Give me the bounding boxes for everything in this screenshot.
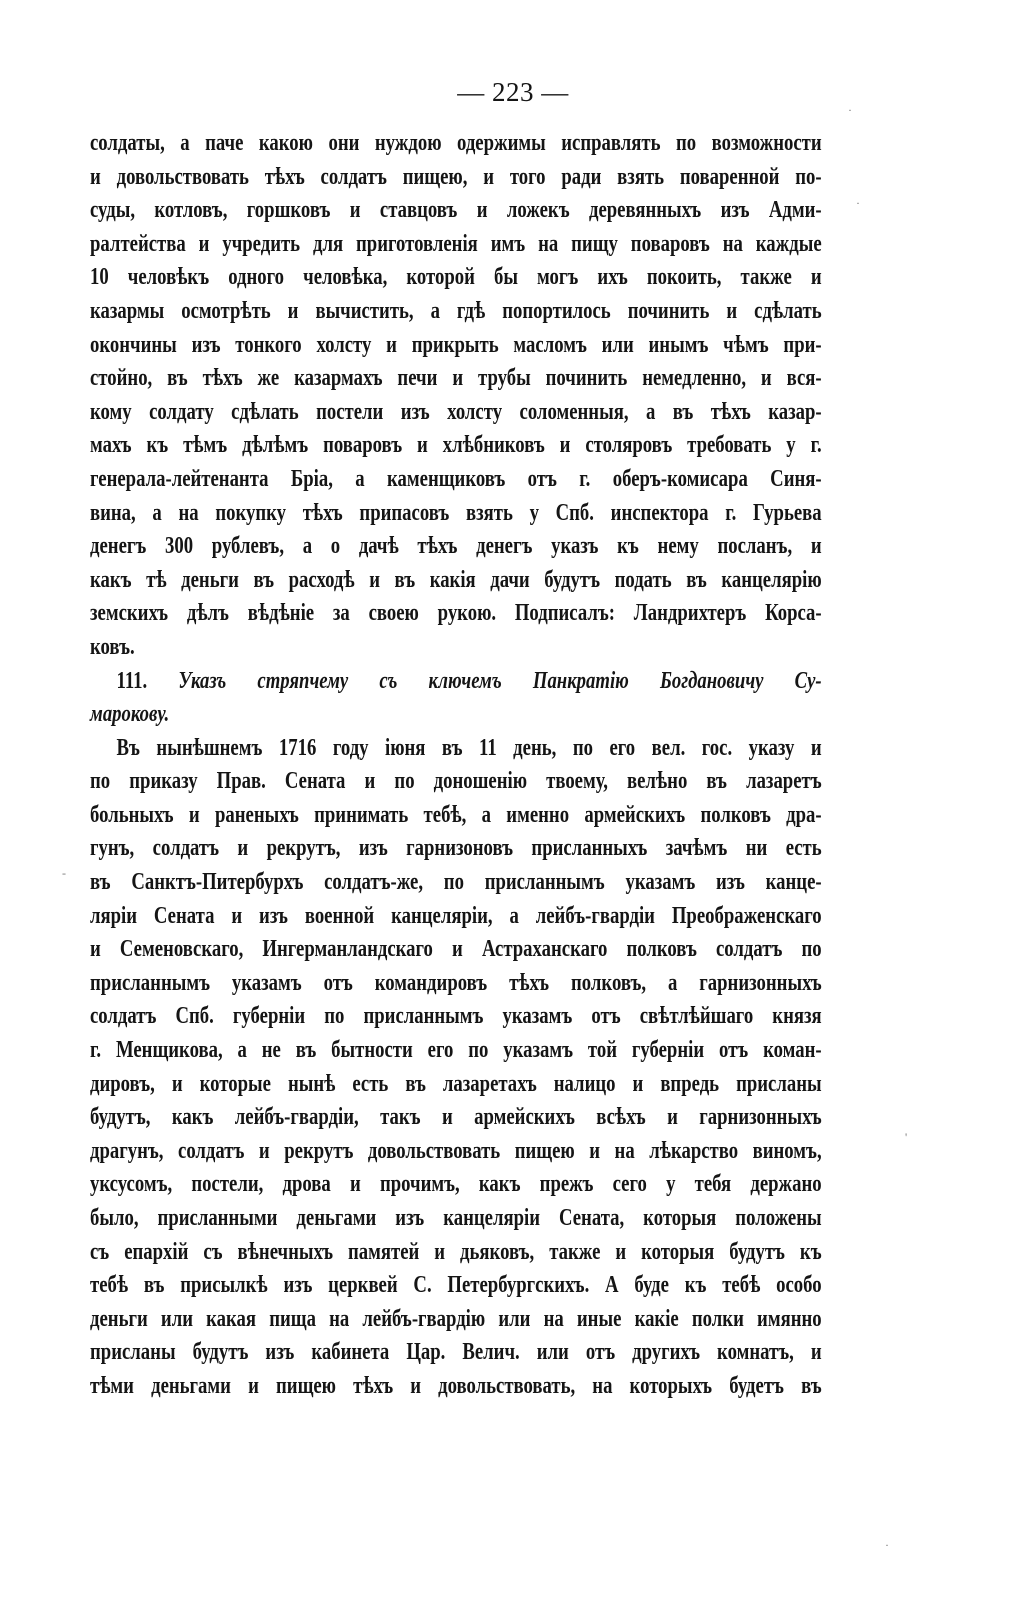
text-line: казармы осмотрѣть и вычистить, а гдѣ попортилось починить и сдѣлать: [90, 297, 822, 324]
text-line: присланнымъ указамъ отъ командировъ тѣхъ полковъ, а гарнизонныхъ: [90, 969, 822, 996]
text-line: какъ тѣ деньги въ расходѣ и въ какія дачи будутъ подать въ канцелярію: [90, 566, 822, 593]
scan-speck: ·: [856, 196, 860, 210]
scan-speck: ': [905, 1130, 908, 1144]
section-number: 111.: [116, 667, 148, 694]
text-line: больныхъ и раненыхъ принимать тебѣ, а именно армейскихъ полковъ дра-: [90, 801, 822, 828]
text-line: по приказу Прав. Сената и по доношенію твоему, велѣно въ лазаретъ: [90, 768, 822, 795]
text-line: деньги или какая пища на лейбъ-гвардію или на иные какіе полки имянно: [90, 1305, 822, 1332]
text-line: ляріи Сената и изъ военной канцеляріи, а лейбъ-гвардіи Преображенскаго: [90, 902, 822, 929]
scan-speck: ·: [848, 103, 852, 117]
text-line: Въ нынѣшнемъ 1716 году іюня въ 11 день, по его вел. гос. указу и: [116, 734, 822, 761]
text-line: съ епархій съ вѣнечныхъ памятей и дьяковъ, также и которыя будутъ къ: [90, 1238, 822, 1265]
text-line: драгунъ, солдатъ и рекрутъ довольствовать пищею и на лѣкарство виномъ,: [90, 1137, 822, 1164]
text-line: и Семеновскаго, Ингерманландскаго и Астраханскаго полковъ солдатъ по: [90, 936, 822, 963]
text-line: гунъ, солдатъ и рекрутъ, изъ гарнизоновъ присланныхъ зачѣмъ ни есть: [90, 835, 822, 862]
page-number: — 223 —: [457, 77, 569, 107]
text-line: денегъ 300 рублевъ, а о дачѣ тѣхъ денегъ указъ къ нему посланъ, и: [90, 533, 822, 560]
text-line: тѣми деньгами и пищею тѣхъ и довольствовать, на которыхъ будетъ въ: [90, 1372, 822, 1399]
text-line: и довольствовать тѣхъ солдатъ пищею, и того ради взять поваренной по-: [90, 163, 822, 190]
text-line: уксусомъ, постели, дрова и прочимъ, какъ прежъ сего у тебя держано: [90, 1171, 822, 1198]
paragraph-2: [90, 732, 822, 1404]
text-line: въ Санктъ-Питербурхъ солдатъ-же, по присланнымъ указамъ изъ канце-: [90, 869, 822, 896]
text-line: стойно, въ тѣхъ же казармахъ печи и трубы починить немедленно, и вся-: [90, 365, 822, 392]
text-line: дировъ, и которые нынѣ есть въ лазаретахъ налицо и впредь присланы: [90, 1070, 822, 1097]
text-line: вина, а на покупку тѣхъ припасовъ взять у Спб. инспектора г. Гурьева: [90, 499, 822, 526]
scan-speck: ·: [885, 1538, 889, 1552]
text-line: будутъ, какъ лейбъ-гвардіи, такъ и армейскихъ всѣхъ и гарнизонныхъ: [90, 1104, 822, 1131]
paragraph-1: [90, 127, 822, 665]
text-line: генерала-лейтенанта Бріа, а каменщиковъ отъ г. оберъ-комисара Синя-: [90, 465, 822, 492]
text-line: кому солдату сдѣлать постели изъ холсту соломенныя, а въ тѣхъ казар-: [90, 398, 822, 425]
scan-speck: -: [62, 866, 66, 880]
section-title: Указъ стряпчему съ ключемъ Панкратію Богдановичу Су-: [178, 667, 822, 694]
text-line: присланы будутъ изъ кабинета Цар. Велич. или отъ другихъ комнатъ, и: [90, 1339, 822, 1366]
text-line: тебѣ въ присылкѣ изъ церквей С. Петербургскихъ. А буде къ тебѣ особо: [90, 1272, 822, 1299]
section-heading: [90, 665, 822, 732]
text-line: г. Менщикова, а не въ бытности его по указамъ той губерніи отъ коман-: [90, 1037, 822, 1064]
heading-line: марокову.: [90, 701, 170, 728]
text-line: ковъ.: [90, 633, 135, 660]
text-line: окончины изъ тонкого холсту и прикрыть масломъ или инымъ чѣмъ при-: [90, 331, 822, 358]
text-line: было, присланными деньгами изъ канцеляріи Сената, которыя положены: [90, 1205, 822, 1231]
text-line: ралтейства и учредить для приготовленія имъ на пищу поваровъ на каждые: [90, 230, 822, 257]
text-line: солдатъ Спб. губерніи по присланнымъ указамъ отъ свѣтлѣйшаго князя: [90, 1003, 822, 1030]
text-line: суды, котловъ, горшковъ и ставцовъ и ложекъ деревянныхъ изъ Адми-: [90, 197, 822, 224]
text-line: махъ къ тѣмъ дѣлѣмъ поваровъ и хлѣбниковъ и столяровъ требовать у г.: [90, 432, 822, 459]
text-line: земскихъ дѣлъ вѣдѣніе за своею рукою. Подписалъ: Ландрихтеръ Корса-: [90, 600, 822, 627]
text-line: 10 человѣкъ одного человѣка, которой бы могъ ихъ покоить, также и: [90, 264, 822, 291]
text-line: солдаты, а паче какою они нуждою одержимы исправлять по возможности: [90, 130, 822, 156]
heading-line: [90, 665, 822, 699]
body-text: [90, 127, 822, 1404]
